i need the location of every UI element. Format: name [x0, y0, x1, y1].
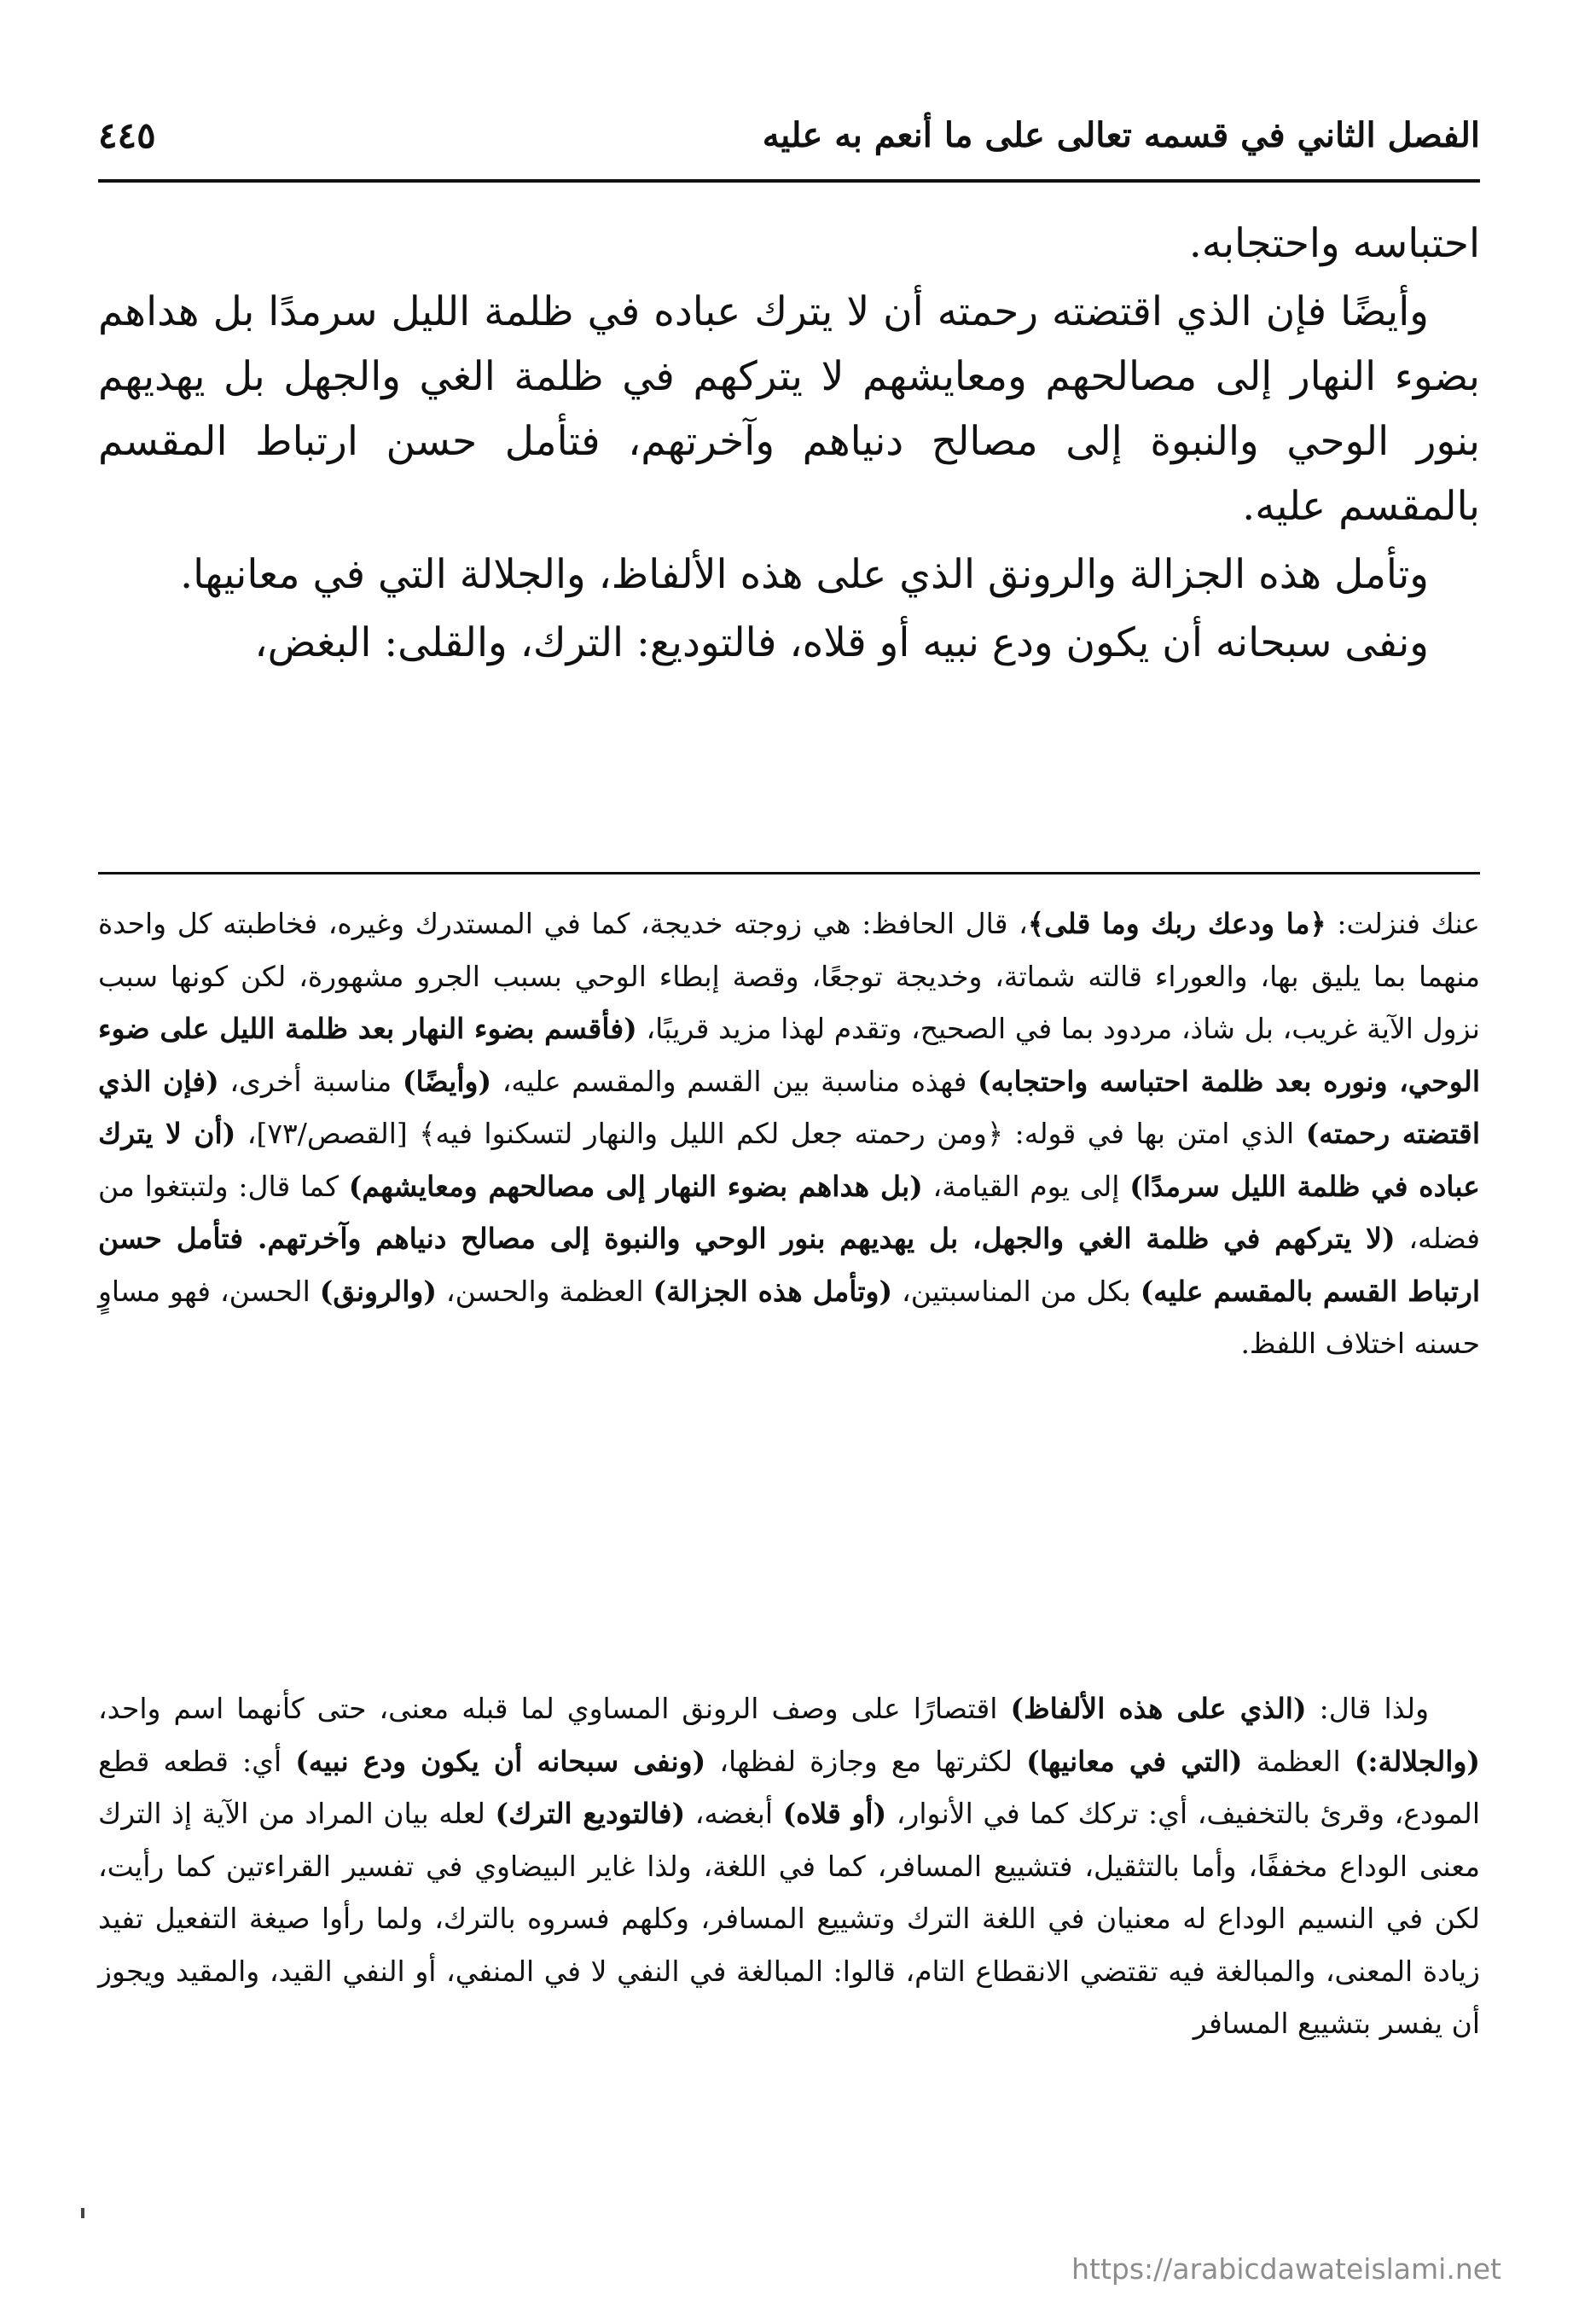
- quoted-matn: (لا يتركهم في ظلمة الغي والجهل، بل يهديهم بنور الوحي والنبوة إلى مصالح دنياهم وآخرتهم. فتأمل حسن ارتباط القسم بالمقسم عليه): [98, 1222, 1481, 1308]
- commentary-text: أي: قطعه قطع المودع، وقرئ بالتخفيف، أي: تركك كما في الأنوار،: [98, 1744, 1481, 1830]
- quoted-matn: (والجلالة:): [1354, 1744, 1481, 1778]
- footnote-paragraph: [98, 898, 1480, 1370]
- main-text: [98, 212, 1480, 679]
- commentary-text: ولذا قال:: [1306, 1692, 1430, 1725]
- commentary-text: العظمة: [1242, 1744, 1355, 1778]
- running-header: [98, 101, 1480, 169]
- footnote-commentary-1: [98, 898, 1480, 1370]
- quoted-matn: (بل هداهم بضوء النهار إلى مصالحهم ومعايشهم): [348, 1169, 923, 1203]
- quoted-matn: (الذي على هذه الألفاظ): [1010, 1692, 1307, 1725]
- commentary-text: فهذه مناسبة بين القسم والمقسم عليه،: [491, 1064, 978, 1098]
- footnote-commentary-2: [98, 1682, 1480, 2050]
- quoted-matn: (فإن الذي اقتضته رحمته): [98, 1064, 1480, 1150]
- commentary-text: الذي امتن بها في قوله: ﴿ومن رحمته جعل لكم الليل والنهار لتسكنوا فيه﴾ [القصص/٧٣]،: [235, 1117, 1306, 1150]
- commentary-text: ، قال الحافظ: هي زوجته خديجة، كما في المستدرك وغيره، فخاطبته كل واحدة منهما بما يليق بها، والعوراء قالته شماتة، وخديجة توجعًا، وقصة إبطاء الوحي بسبب الجرو مشهورة، لكن كونها سبب نزول الآية غريب، بل شاذ، مردود بما في الصحيح، وتقدم لهذا مزيد قريبًا،: [98, 907, 1480, 1045]
- commentary-text: عنك فنزلت:: [1326, 907, 1480, 940]
- commentary-text: الحسن، فهو مساوٍ حسنه اختلاف اللفظ.: [98, 1274, 1480, 1360]
- footnote-separator: [98, 872, 1480, 874]
- commentary-text: العظمة والحسن،: [436, 1274, 653, 1308]
- quoted-matn: (التي في معانيها): [1026, 1744, 1243, 1778]
- commentary-text: اقتصارًا على وصف الرونق المساوي لما قبله معنى، حتى كأنهما اسم واحد،: [98, 1692, 1011, 1725]
- margin-mark: [81, 2208, 84, 2218]
- watermark-url: https://arabicdawateislami.net: [1071, 2252, 1501, 2286]
- commentary-text: مناسبة أخرى،: [218, 1064, 403, 1098]
- main-paragraph: وأيضًا فإن الذي اقتضته رحمته أن لا يترك عباده في ظلمة الليل سرمدًا بل هداهم بضوء النهار إلى مصالحهم ومعايشهم لا يتركهم في ظلمة الغي والجهل بل يهديهم بنور الوحي والنبوة إلى مصالح دنياهم وآخرتهم، فتأمل حسن ارتباط المقسم بالمقسم عليه.: [98, 288, 1480, 530]
- quoted-matn: (أو قلاه): [782, 1797, 887, 1830]
- commentary-text: كما قال: ولتبتغوا من فضله،: [98, 1169, 1480, 1255]
- quoted-matn: (وتأمل هذه الجزالة): [653, 1274, 893, 1308]
- commentary-text: إلى يوم القيامة،: [922, 1169, 1130, 1203]
- header-rule: [98, 179, 1480, 183]
- quoted-matn: (فالتوديع الترك): [495, 1797, 686, 1830]
- footnote-paragraph: [98, 1682, 1480, 2050]
- commentary-text: لعله بيان المراد من الآية إذ الترك معنى الوداع مخففًا، وأما بالتثقيل، فتشييع المسافر، كما في اللغة، ولذا غاير البيضاوي في تفسير القراءتين كما رأيت، لكن في النسيم الوداع له معنيان في اللغة الترك وتشييع المسافر، وكلهم فسروه بالترك، ولما رأوا صيغة التفعيل تفيد زيادة المعنى، والمبالغة فيه تقتضي الانقطاع التام، قالوا: المبالغة في النفي لا في المنفي، أو النفي القيد، والمقيد ويجوز أن يفسر بتشييع المسافر: [98, 1797, 1480, 2040]
- main-paragraph: احتباسه واحتجابه.: [1188, 220, 1480, 267]
- quoted-matn: (فأقسم بضوء النهار بعد ظلمة الليل على ضوء الوحي، ونوره بعد ظلمة احتباسه واحتجابه): [98, 1012, 1480, 1098]
- quoted-matn: (ونفى سبحانه أن يكون ودع نبيه): [295, 1744, 706, 1778]
- page-number: ٤٤٥: [98, 113, 156, 156]
- quoted-matn: (والرونق): [319, 1274, 437, 1308]
- commentary-text: أبغضه،: [685, 1797, 783, 1830]
- commentary-text: بكل من المناسبتين،: [892, 1274, 1141, 1308]
- quran-quote: ﴿ما ودعك ربك وما قلى﴾: [1027, 907, 1326, 940]
- quoted-matn: (أن لا يترك عباده في ظلمة الليل سرمدًا): [98, 1117, 1480, 1203]
- chapter-title: الفصل الثاني في قسمه تعالى على ما أنعم به عليه: [762, 114, 1480, 155]
- quoted-matn: (وأيضًا): [402, 1064, 492, 1098]
- commentary-text: لكثرتها مع وجازة لفظها،: [705, 1744, 1027, 1778]
- main-paragraph: ونفى سبحانه أن يكون ودع نبيه أو قلاه، فالتوديع: الترك، والقلى: البغض،: [254, 619, 1429, 666]
- main-paragraph: وتأمل هذه الجزالة والرونق الذي على هذه الألفاظ، والجلالة التي في معانيها.: [180, 551, 1429, 598]
